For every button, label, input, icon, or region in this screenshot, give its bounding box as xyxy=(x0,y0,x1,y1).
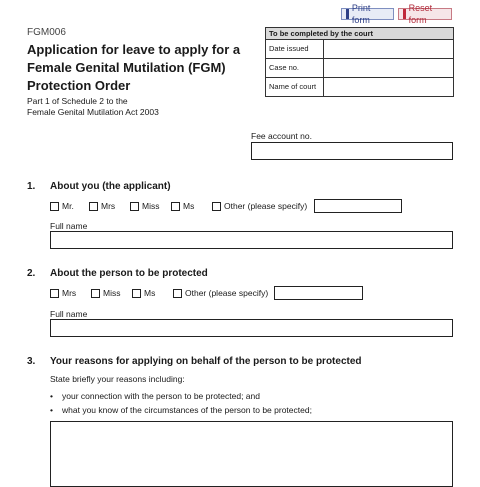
fee-account-field[interactable] xyxy=(251,142,453,160)
protected-ms-label: Ms xyxy=(144,288,156,298)
mr-label: Mr. xyxy=(62,201,74,211)
protected-option-other[interactable] xyxy=(173,288,268,298)
ms-label: Ms xyxy=(183,201,195,211)
title-option-other[interactable] xyxy=(212,201,307,211)
section-1-title: About you (the applicant) xyxy=(50,181,171,192)
section-3-intro: State briefly your reasons including: xyxy=(50,374,185,384)
protected-mrs-label: Mrs xyxy=(62,288,77,298)
protected-option-ms[interactable] xyxy=(132,288,155,298)
bullet-connection: your connection with the person to be protected; and xyxy=(62,391,260,401)
reset-form-button[interactable] xyxy=(398,3,452,25)
ms-checkbox[interactable] xyxy=(171,202,180,211)
section-3-title: Your reasons for applying on behalf of the person to be protected xyxy=(50,356,362,367)
mrs-checkbox[interactable] xyxy=(89,202,98,211)
print-form-button[interactable] xyxy=(341,3,394,25)
protected-other-label: Other (please specify) xyxy=(185,288,269,298)
protected-full-name-field[interactable] xyxy=(50,319,453,337)
mrs-label: Mrs xyxy=(101,201,116,211)
section-2-number: 2. xyxy=(27,268,36,279)
applicant-full-name-label: Full name xyxy=(50,221,88,231)
title-option-mr[interactable] xyxy=(50,201,74,211)
name-of-court-field[interactable] xyxy=(324,78,453,96)
bullet-circumstances: what you know of the circumstances of the person to be protected; xyxy=(62,405,312,415)
case-no-field[interactable] xyxy=(324,59,453,77)
bullet-dot: • xyxy=(50,405,53,415)
name-of-court-label: Name of court xyxy=(266,78,324,96)
protected-mrs-checkbox[interactable] xyxy=(50,289,59,298)
miss-checkbox[interactable] xyxy=(130,202,139,211)
mr-checkbox[interactable] xyxy=(50,202,59,211)
court-box-heading: To be completed by the court xyxy=(266,28,453,40)
other-label: Other (please specify) xyxy=(224,201,308,211)
reset-form-label: Reset form xyxy=(408,3,433,25)
miss-label: Miss xyxy=(142,201,160,211)
protected-option-mrs[interactable] xyxy=(50,288,76,298)
protected-full-name-label: Full name xyxy=(50,309,88,319)
section-1-number: 1. xyxy=(27,181,36,192)
reset-flag-icon xyxy=(403,9,406,19)
section-2-title: About the person to be protected xyxy=(50,268,208,279)
court-row-case-no xyxy=(266,59,453,78)
fee-account-label: Fee account no. xyxy=(251,131,312,141)
form-code: FGM006 xyxy=(27,27,66,38)
applicant-full-name-field[interactable] xyxy=(50,231,453,249)
court-row-date-issued xyxy=(266,40,453,59)
court-row-name-of-court xyxy=(266,78,453,96)
reasons-textarea[interactable] xyxy=(50,421,453,487)
subtitle-line-2: Female Genital Mutilation Act 2003 xyxy=(27,107,159,117)
case-no-label: Case no. xyxy=(266,59,324,77)
date-issued-label: Date issued xyxy=(266,40,324,58)
other-checkbox[interactable] xyxy=(212,202,221,211)
protected-other-checkbox[interactable] xyxy=(173,289,182,298)
print-flag-icon xyxy=(346,9,349,19)
protected-miss-label: Miss xyxy=(103,288,121,298)
page-title: Application for leave to apply for a Female Genital Mutilation (FGM) Protection Order xyxy=(27,42,241,93)
title-option-ms[interactable] xyxy=(171,201,194,211)
print-form-label: Print form xyxy=(351,3,371,25)
bullet-dot: • xyxy=(50,391,53,401)
protected-miss-checkbox[interactable] xyxy=(91,289,100,298)
protected-other-title-field[interactable] xyxy=(274,286,363,300)
protected-ms-checkbox[interactable] xyxy=(132,289,141,298)
court-use-box xyxy=(265,27,454,97)
date-issued-field[interactable] xyxy=(324,40,453,58)
title-option-mrs[interactable] xyxy=(89,201,115,211)
subtitle-line-1: Part 1 of Schedule 2 to the xyxy=(27,96,128,106)
protected-option-miss[interactable] xyxy=(91,288,120,298)
applicant-other-title-field[interactable] xyxy=(314,199,402,213)
section-3-number: 3. xyxy=(27,356,36,367)
form-subtitle xyxy=(27,96,159,118)
title-option-miss[interactable] xyxy=(130,201,159,211)
